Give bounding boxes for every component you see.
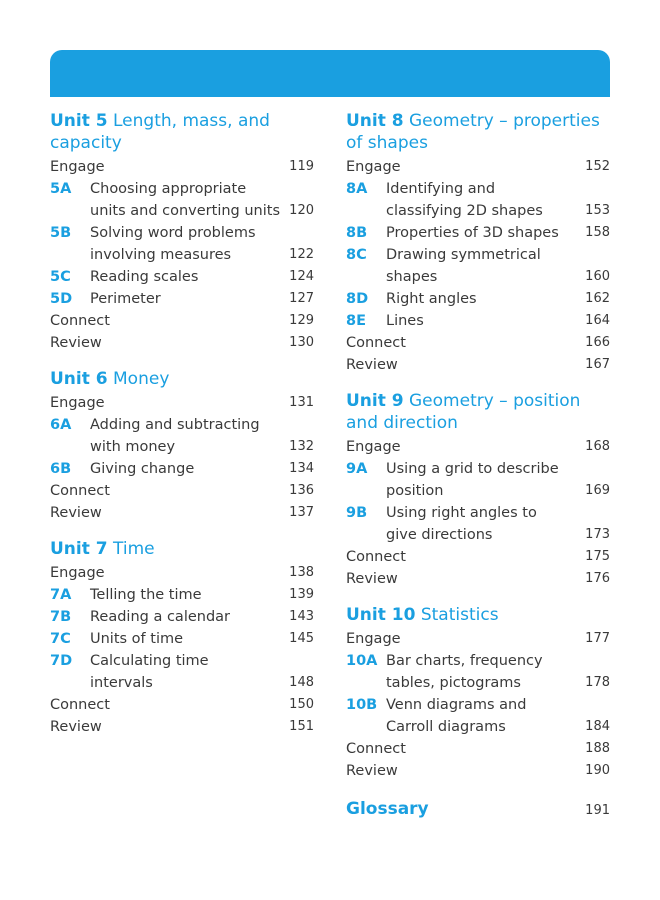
entry-label: Adding and subtracting bbox=[90, 417, 260, 433]
page-number: 175 bbox=[585, 549, 610, 564]
toc-entry[interactable] bbox=[346, 672, 610, 694]
entry-label: Engage bbox=[50, 395, 105, 411]
page-number: 145 bbox=[289, 631, 314, 646]
page-number: 129 bbox=[289, 313, 314, 328]
unit-section bbox=[50, 538, 314, 738]
unit-section bbox=[346, 390, 610, 590]
toc-entry[interactable] bbox=[346, 310, 610, 332]
toc-entry[interactable] bbox=[346, 694, 610, 716]
toc-entry[interactable] bbox=[50, 436, 314, 458]
toc-entry[interactable] bbox=[346, 244, 610, 266]
page-number: 158 bbox=[585, 225, 610, 240]
unit-title bbox=[50, 538, 314, 560]
page-number: 131 bbox=[289, 395, 314, 410]
entry-label: Connect bbox=[346, 741, 406, 757]
page-number: 124 bbox=[289, 269, 314, 284]
section-code: 8B bbox=[346, 225, 368, 241]
entry-label: units and converting units bbox=[90, 203, 281, 219]
toc-entry[interactable] bbox=[346, 480, 610, 502]
page-number: 169 bbox=[585, 483, 610, 498]
section-code: 5C bbox=[50, 269, 71, 285]
toc-entry[interactable] bbox=[346, 332, 610, 354]
toc-entry[interactable] bbox=[50, 266, 314, 288]
page-number: 168 bbox=[585, 439, 610, 454]
page-number: 127 bbox=[289, 291, 314, 306]
entry-label: Telling the time bbox=[90, 587, 202, 603]
unit-section bbox=[50, 368, 314, 524]
entry-label: Venn diagrams and bbox=[386, 697, 527, 713]
toc-entry[interactable] bbox=[50, 244, 314, 266]
entry-label: Review bbox=[50, 505, 102, 521]
page-number bbox=[580, 178, 610, 200]
toc-entry[interactable] bbox=[346, 650, 610, 672]
header-bar bbox=[50, 50, 610, 97]
page-number: 139 bbox=[289, 587, 314, 602]
section-code: 7C bbox=[50, 631, 71, 647]
entry-label: Connect bbox=[346, 549, 406, 565]
toc-entry[interactable] bbox=[50, 310, 314, 332]
toc-entry[interactable] bbox=[50, 178, 314, 200]
unit-number: Unit 6 bbox=[50, 369, 108, 389]
entry-label: Giving change bbox=[90, 461, 195, 477]
entry-label: Connect bbox=[50, 483, 110, 499]
toc-entry[interactable] bbox=[50, 480, 314, 502]
entry-label: Drawing symmetrical bbox=[386, 247, 541, 263]
entry-label: Engage bbox=[346, 159, 401, 175]
entry-label: Bar charts, frequency bbox=[386, 653, 543, 669]
toc-entry[interactable] bbox=[346, 760, 610, 782]
entry-label: Review bbox=[346, 763, 398, 779]
page-number: 138 bbox=[289, 565, 314, 580]
toc-entry[interactable] bbox=[346, 502, 610, 524]
unit-title bbox=[346, 390, 610, 434]
toc-entry[interactable] bbox=[50, 502, 314, 524]
entry-label: Review bbox=[346, 357, 398, 373]
page-number: 177 bbox=[585, 631, 610, 646]
page-number: 188 bbox=[585, 741, 610, 756]
toc-entry[interactable] bbox=[346, 568, 610, 590]
toc-entry[interactable] bbox=[50, 606, 314, 628]
page-number bbox=[284, 414, 314, 436]
toc-left-column bbox=[50, 110, 314, 752]
unit-number: Unit 7 bbox=[50, 539, 108, 559]
page-number bbox=[284, 222, 314, 244]
section-code: 5A bbox=[50, 181, 72, 197]
page-number: 162 bbox=[585, 291, 610, 306]
page-number: 176 bbox=[585, 571, 610, 586]
entry-label: Carroll diagrams bbox=[386, 719, 506, 735]
toc-entry[interactable] bbox=[346, 178, 610, 200]
page-number: 166 bbox=[585, 335, 610, 350]
section-code: 5B bbox=[50, 225, 72, 241]
entry-label: tables, pictograms bbox=[386, 675, 521, 691]
toc-entry[interactable] bbox=[346, 458, 610, 480]
toc-entry[interactable] bbox=[346, 716, 610, 738]
toc-entry[interactable] bbox=[50, 392, 314, 414]
entry-label: Calculating time bbox=[90, 653, 209, 669]
toc-entry[interactable] bbox=[346, 354, 610, 376]
toc-entry[interactable] bbox=[346, 738, 610, 760]
page-number: 191 bbox=[585, 803, 610, 818]
page-number bbox=[284, 650, 314, 672]
page-number: 130 bbox=[289, 335, 314, 350]
unit-name: Geometry – properties of shapes bbox=[346, 111, 600, 153]
entry-label: with money bbox=[90, 439, 176, 455]
entry-label: Review bbox=[50, 719, 102, 735]
unit-title bbox=[346, 110, 610, 154]
toc-right-column bbox=[346, 110, 610, 822]
entry-label: Connect bbox=[50, 313, 110, 329]
entry-label: Right angles bbox=[386, 291, 477, 307]
unit-number: Unit 5 bbox=[50, 111, 108, 131]
section-code: 8A bbox=[346, 181, 368, 197]
unit-number: Unit 9 bbox=[346, 391, 404, 411]
toc-entry[interactable] bbox=[346, 436, 610, 458]
entry-label: Review bbox=[50, 335, 102, 351]
entry-label: Reading scales bbox=[90, 269, 199, 285]
unit-section bbox=[346, 110, 610, 376]
entry-label: Engage bbox=[50, 159, 105, 175]
page-number: 167 bbox=[585, 357, 610, 372]
toc-entry[interactable] bbox=[50, 332, 314, 354]
entry-label: Reading a calendar bbox=[90, 609, 231, 625]
page-number: 151 bbox=[289, 719, 314, 734]
unit-number: Unit 8 bbox=[346, 111, 404, 131]
section-code: 9B bbox=[346, 505, 368, 521]
entry-label: Lines bbox=[386, 313, 424, 329]
toc-entry[interactable] bbox=[50, 694, 314, 716]
toc-entry[interactable] bbox=[346, 222, 610, 244]
page-number: 136 bbox=[289, 483, 314, 498]
page-number: 143 bbox=[289, 609, 314, 624]
entry-label: shapes bbox=[386, 269, 438, 285]
glossary-entry[interactable] bbox=[346, 796, 610, 822]
section-code: 6B bbox=[50, 461, 72, 477]
toc-entry[interactable] bbox=[50, 628, 314, 650]
entry-label: intervals bbox=[90, 675, 153, 691]
glossary-label: Glossary bbox=[346, 799, 429, 819]
toc-entry[interactable] bbox=[50, 672, 314, 694]
page-number: 152 bbox=[585, 159, 610, 174]
entry-label: Engage bbox=[346, 439, 401, 455]
page-number: 190 bbox=[585, 763, 610, 778]
section-code: 10B bbox=[346, 697, 378, 713]
page-number bbox=[580, 650, 610, 672]
entry-label: Using a grid to describe bbox=[386, 461, 559, 477]
entry-label: Review bbox=[346, 571, 398, 587]
page-number bbox=[580, 458, 610, 480]
unit-number: Unit 10 bbox=[346, 605, 416, 625]
page-number: 153 bbox=[585, 203, 610, 218]
toc-entry[interactable] bbox=[50, 200, 314, 222]
toc-entry[interactable] bbox=[50, 288, 314, 310]
page-number: 164 bbox=[585, 313, 610, 328]
section-code: 8E bbox=[346, 313, 366, 329]
entry-label: Units of time bbox=[90, 631, 184, 647]
toc-entry[interactable] bbox=[50, 562, 314, 584]
unit-name: Time bbox=[107, 539, 155, 559]
entry-label: Solving word problems bbox=[90, 225, 256, 241]
toc-entry[interactable] bbox=[50, 650, 314, 672]
toc-entry[interactable] bbox=[50, 156, 314, 178]
toc-entry[interactable] bbox=[50, 414, 314, 436]
section-code: 7B bbox=[50, 609, 72, 625]
toc-entry[interactable] bbox=[346, 156, 610, 178]
entry-label: Perimeter bbox=[90, 291, 161, 307]
section-code: 7A bbox=[50, 587, 72, 603]
toc-entry[interactable] bbox=[346, 266, 610, 288]
entry-label: involving measures bbox=[90, 247, 232, 263]
entry-label: Engage bbox=[50, 565, 105, 581]
section-code: 10A bbox=[346, 653, 378, 669]
entry-label: Connect bbox=[50, 697, 110, 713]
section-code: 6A bbox=[50, 417, 72, 433]
toc-entry[interactable] bbox=[346, 200, 610, 222]
entry-label: position bbox=[386, 483, 444, 499]
entry-label: Using right angles to bbox=[386, 505, 537, 521]
page-number: 120 bbox=[289, 203, 314, 218]
entry-label: classifying 2D shapes bbox=[386, 203, 543, 219]
entry-label: Choosing appropriate bbox=[90, 181, 247, 197]
unit-name: Statistics bbox=[415, 605, 499, 625]
page-number: 173 bbox=[585, 527, 610, 542]
page-number bbox=[284, 178, 314, 200]
page-number: 137 bbox=[289, 505, 314, 520]
toc-entry[interactable] bbox=[50, 458, 314, 480]
entry-label: give directions bbox=[386, 527, 493, 543]
page-number bbox=[580, 244, 610, 266]
section-code: 5D bbox=[50, 291, 73, 307]
unit-name: Geometry – position and direction bbox=[346, 391, 581, 433]
entry-label: Properties of 3D shapes bbox=[386, 225, 559, 241]
page-number: 160 bbox=[585, 269, 610, 284]
entry-label: Engage bbox=[346, 631, 401, 647]
unit-section bbox=[50, 110, 314, 354]
unit-section bbox=[346, 604, 610, 782]
toc-entry[interactable] bbox=[50, 222, 314, 244]
page-number: 134 bbox=[289, 461, 314, 476]
toc-entry[interactable] bbox=[346, 288, 610, 310]
section-code: 8C bbox=[346, 247, 367, 263]
page-number bbox=[580, 694, 610, 716]
page-number: 119 bbox=[289, 159, 314, 174]
page-number bbox=[580, 502, 610, 524]
section-code: 8D bbox=[346, 291, 369, 307]
toc-entry[interactable] bbox=[50, 584, 314, 606]
unit-title bbox=[50, 368, 314, 390]
toc-entry[interactable] bbox=[346, 546, 610, 568]
entry-label: Connect bbox=[346, 335, 406, 351]
unit-name: Length, mass, and capacity bbox=[50, 111, 270, 153]
page-number: 132 bbox=[289, 439, 314, 454]
toc-entry[interactable] bbox=[346, 524, 610, 546]
page-number: 184 bbox=[585, 719, 610, 734]
unit-title bbox=[50, 110, 314, 154]
unit-title bbox=[346, 604, 610, 626]
toc-entry[interactable] bbox=[346, 628, 610, 650]
page-number: 150 bbox=[289, 697, 314, 712]
unit-name: Money bbox=[107, 369, 170, 389]
page-number: 122 bbox=[289, 247, 314, 262]
section-code: 7D bbox=[50, 653, 73, 669]
page-number: 178 bbox=[585, 675, 610, 690]
entry-label: Identifying and bbox=[386, 181, 496, 197]
page-number: 148 bbox=[289, 675, 314, 690]
toc-entry[interactable] bbox=[50, 716, 314, 738]
section-code: 9A bbox=[346, 461, 368, 477]
